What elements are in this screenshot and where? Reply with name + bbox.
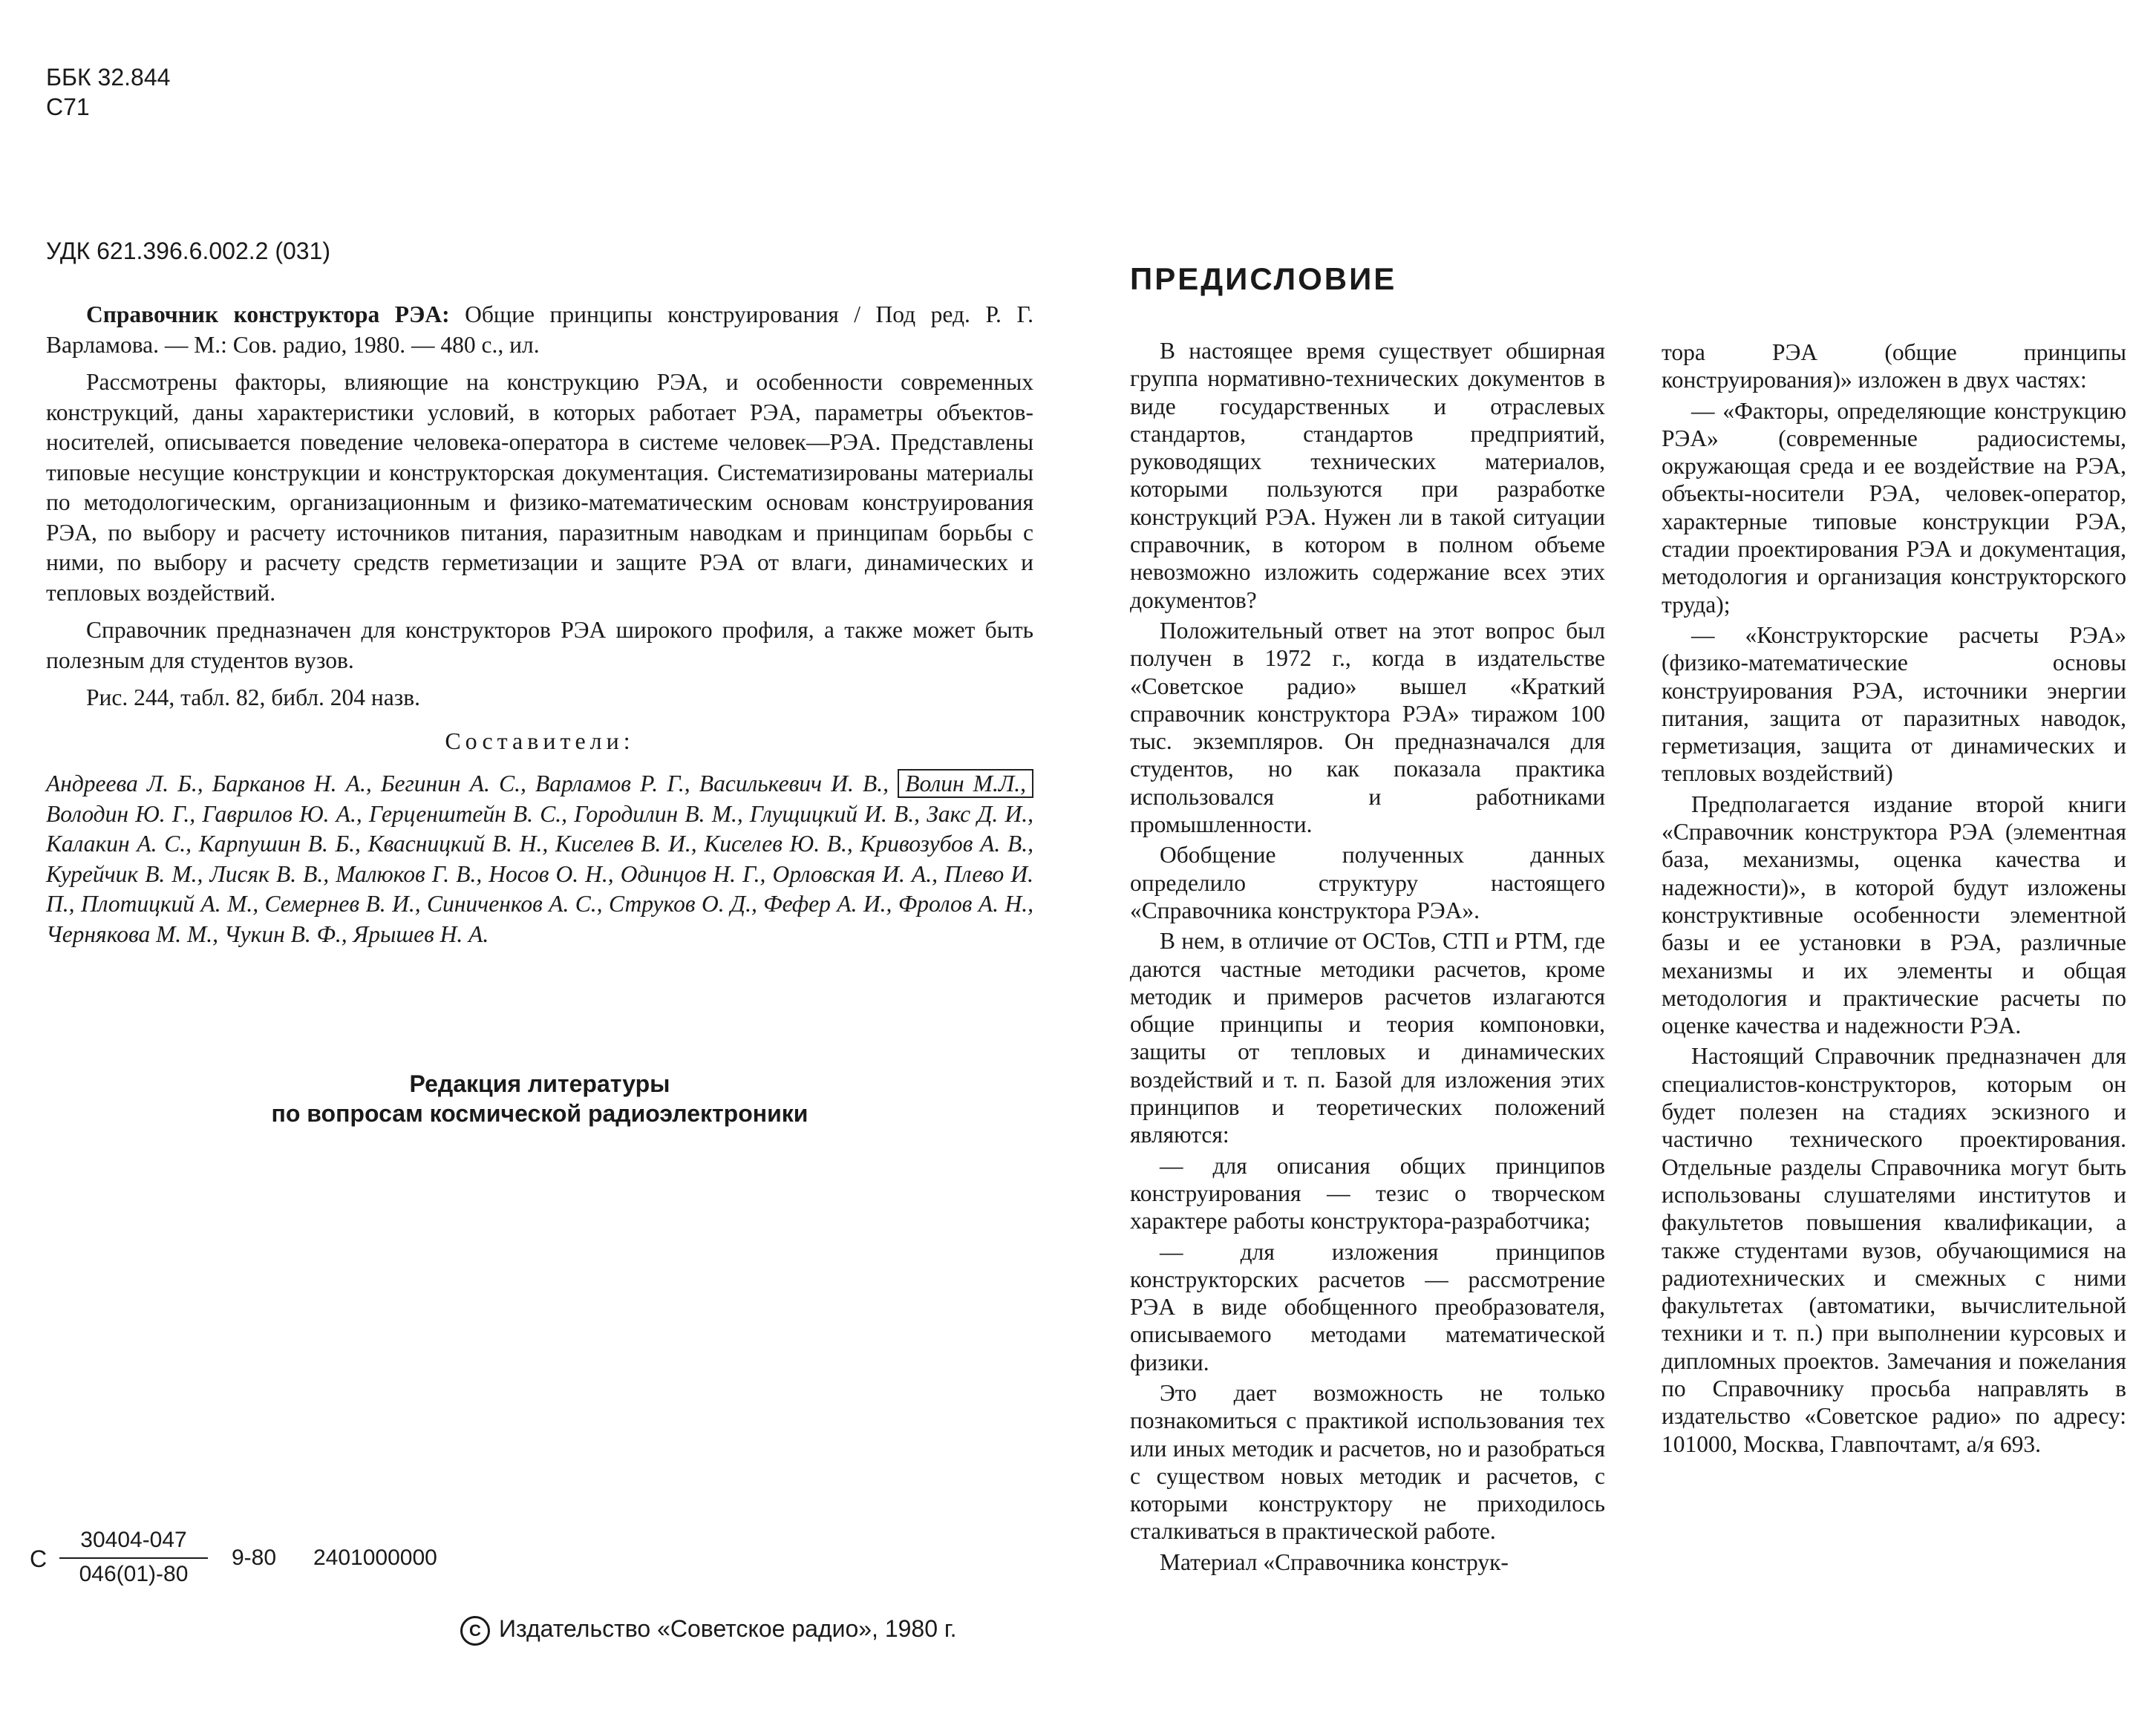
- catalog-denominator: 046(01)-80: [79, 1562, 189, 1586]
- paragraph: — «Факторы, определяющие конструкцию РЭА» (современные радиосистемы, окружающая среда и ее воздействие на РЭА, объекты-носители РЭА, человек-оператор, характерные типовые конструкции РЭА, стадии проектирования РЭА и документация, методология и организация конструкторского труда);: [1662, 397, 2126, 618]
- abstract-paragraph: Рассмотрены факторы, влияющие на конструкцию РЭА, и особенности современных конструкций, даны характеристики условий, в которых работает РЭА, параметры объектов-носителей, описывается поведение человека-оператора в системе человек—РЭА. Представлены типовые несущие конструкции и конструкторская документация. Систематизированы материалы по методологическим, организационным и физико-математическим основам конструирования РЭА, по выбору и расчету источников питания, паразитным наводкам и принципам борьбы с ними, по выбору и расчету средств герметизации и защите РЭА от влаги, динамических и тепловых воздействий.: [46, 369, 1033, 606]
- paragraph-continuation: тора РЭА (общие принципы конструирования)» изложен в двух частях:: [1662, 339, 2126, 393]
- copyright-text: Издательство «Советское радио», 1980 г.: [499, 1615, 957, 1642]
- citation: [46, 300, 1033, 360]
- bbk-code: ББК 32.844: [46, 64, 171, 91]
- editorial-line-1: Редакция литературы: [409, 1070, 670, 1097]
- catalog-code-1: 9-80: [232, 1545, 277, 1570]
- udk-code: УДК 621.396.6.002.2 (031): [46, 238, 331, 264]
- paragraph: В нем, в отличие от ОСТов, СТП и РТМ, где даются частные методики расчетов, кроме методик и примеров расчетов излагаются общие принципы и теория компоновки, защиты от тепловых и динамических воздействий и т. п. Базой для изложения этих принципов и теоретических положений являются:: [1130, 928, 1605, 1148]
- paragraph: Это дает возможность не только познакомиться с практикой использования тех или иных методик и расчетов, но и разобраться с существом новых методик и расчетов, с которыми конструктору не приходилось сталкиваться в практической работе.: [1130, 1379, 1605, 1545]
- catalog-code: [30, 1528, 549, 1594]
- preface-page: [1078, 0, 2156, 1711]
- catalog-letter: С: [30, 1545, 48, 1572]
- preface-column-1: [1130, 337, 1605, 1576]
- paragraph: Обобщение полученных данных определило структуру настоящего «Справочника конструктора РЭА».: [1130, 842, 1605, 923]
- library-classification: [46, 62, 170, 122]
- copyright-line: [460, 1615, 957, 1646]
- framed-name: Волин М.Л.,: [898, 769, 1033, 798]
- preface-title: ПРЕДИСЛОВИЕ: [1130, 261, 1397, 296]
- author-code: С71: [46, 94, 90, 120]
- imprint-page: [0, 0, 1077, 1711]
- paragraph: Предполагается издание второй книги «Справочник конструктора РЭА (элементная база, механизмы, оценка качества и надежности)», в которой будут изложены конструктивные особенности элементной базы и ее установки в РЭА, различные механизмы и их элементы и общая методология и практические расчеты по оценке качества и надежности РЭА.: [1662, 791, 2126, 1039]
- compilers-list: [46, 769, 1033, 949]
- citation-title: Справочник конструктора РЭА:: [86, 301, 450, 327]
- paragraph: — для изложения принципов конструкторских расчетов — рассмотрение РЭА в виде обобщенного преобразователя, описываемого методами математической физики.: [1130, 1238, 1605, 1375]
- compilers-names-1: Андреева Л. Б., Барканов Н. А., Бегинин А. С., Варламов Р. Г., Василькевич И. В.,: [46, 771, 898, 796]
- paragraph: Положительный ответ на этот вопрос был получен в 1972 г., когда в издательстве «Советское радио» вышел «Краткий справочник конструктора РЭА» тиражом 100 тыс. экземпляров. Он предназначался для студентов, но как показала практика использовался и работниками промышленности.: [1130, 617, 1605, 838]
- audience-paragraph: Справочник предназначен для конструкторов РЭА широкого профиля, а также может быть полезным для студентов вузов.: [46, 617, 1033, 673]
- abstract-block: [46, 300, 1033, 713]
- preface-column-2: [1662, 338, 2126, 1458]
- paragraph: Материал «Справочника конструк-: [1160, 1548, 1509, 1575]
- paragraph: — для описания общих принципов конструирования — тезис о творческом характере работы конструктора-разработчика;: [1130, 1152, 1605, 1234]
- citation-details: Общие принципы конструирования / Под ред. Р. Г. Варламова. — М.: Сов. радио, 1980. — 480 с., ил.: [46, 301, 1033, 358]
- stats-paragraph: Рис. 244, табл. 82, библ. 204 назв.: [86, 684, 420, 710]
- paragraph: Настоящий Справочник предназначен для специалистов-конструкторов, которым он будет полезен на стадиях эскизного и частично технического проектирования. Отдельные разделы Справочника могут быть использованы слушателями институтов и факультетов повышения квалификации, а также студентами вузов, обучающимися на радиотехнических и смежных с ними факультетах (автоматики, вычислительной техники и т. п.) при выполнении курсовых и дипломных проектов. Замечания и пожелания по Справочнику просьба направлять в издательство «Советское радио» по адресу: 101000, Москва, Главпочтамт, а/я 693.: [1662, 1043, 2126, 1457]
- paragraph: В настоящее время существует обширная группа нормативно-технических документов в виде государственных и отраслевых стандартов, стандартов предприятий, руководящих технических материалов, которыми пользуются при разработке конструкций РЭА. Нужен ли в такой ситуации справочник, в котором в полном объеме невозможно изложить содержание всех этих документов?: [1130, 338, 1605, 613]
- catalog-code-2: 2401000000: [313, 1545, 437, 1570]
- compilers-heading: Составители:: [445, 727, 635, 754]
- copyright-icon: C: [460, 1616, 490, 1646]
- catalog-numerator: 30404-047: [80, 1528, 187, 1552]
- editorial-office: [46, 1069, 1033, 1128]
- editorial-line-2: по вопросам космической радиоэлектроники: [271, 1100, 808, 1127]
- fraction-line: [59, 1557, 208, 1559]
- paragraph: — «Конструкторские расчеты РЭА» (физико-математические основы конструирования РЭА, источники энергии питания, защита от паразитных наводок, герметизация, защита от динамических и тепловых воздействий): [1662, 621, 2126, 787]
- compilers-names-2: Володин Ю. Г., Гаврилов Ю. А., Герценштейн В. С., Городилин В. М., Глущицкий И. В., Закс Д. И., Калакин А. С., Карпушин В. Б., Квасницкий В. Н., Киселев В. И., Киселев Ю. В., Кривозубов А. В., Курейчик В. М., Лисяк В. В., Малюков Г. В., Носов О. Н., Одинцов Н. Г., Орловская И. А., Плево И. П., Плотицкий А. М., Семернев В. И., Синиченков А. С., Струков О. Д., Фефер А. И., Фролов А. Н., Чернякова М. М., Чукин В. Ф., Ярышев Н. А.: [46, 800, 1033, 947]
